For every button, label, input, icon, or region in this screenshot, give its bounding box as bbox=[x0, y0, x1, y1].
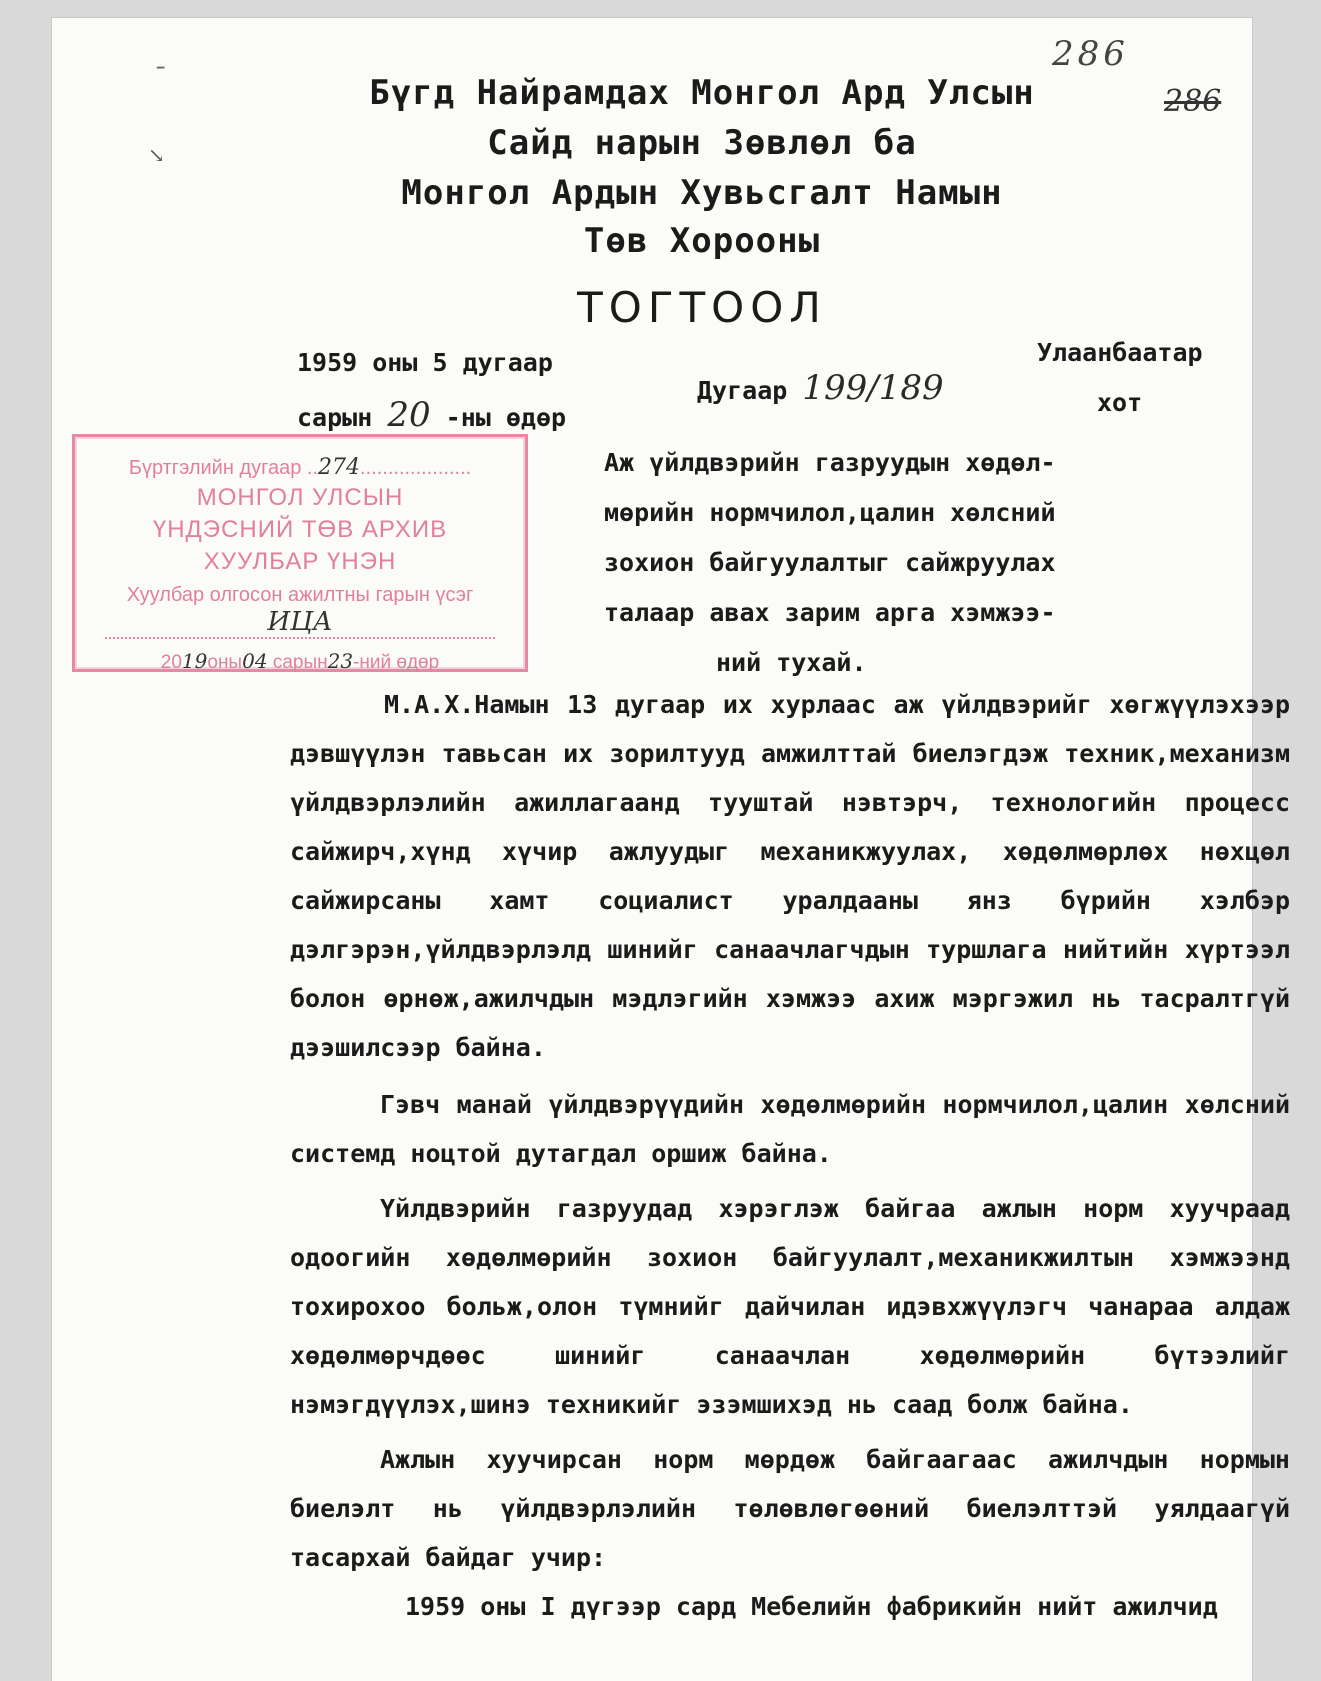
document-title: ТОГТООЛ bbox=[577, 283, 827, 332]
header-line-1: Бүгд Найрамдах Монгол Ард Улсын bbox=[369, 73, 1035, 113]
stamp-signer-hint: Хуулбар олгосон ажилтны гарын үсэг bbox=[126, 584, 474, 606]
stamp-signature: ИЦА bbox=[267, 607, 333, 637]
body-paragraph-5: 1959 оны I дүгээр сард Мебелийн фабрикийн нийт ажилчид bbox=[405, 1592, 1218, 1621]
header-line-4: Төв Хорооны bbox=[583, 221, 821, 261]
stamp-date-mid: оны bbox=[207, 652, 243, 673]
city-line-1: Улаанбаатар bbox=[1037, 338, 1203, 367]
stamp-date-month: 04 bbox=[242, 649, 268, 673]
handwritten-day: 20 bbox=[387, 395, 431, 435]
stamp-date-end: -ний өдөр bbox=[353, 652, 440, 673]
subject-line-3: зохион байгуулалтыг сайжруулах bbox=[604, 548, 1056, 577]
stamp-date-day: 23 bbox=[327, 649, 354, 673]
subject-line-4: талаар авах зарим арга хэмжээ- bbox=[604, 598, 1056, 627]
date-prefix: сарын bbox=[297, 403, 373, 432]
date-line-1: 1959 оны 5 дугаар bbox=[297, 348, 553, 377]
stamp-date-mid2: сарын bbox=[272, 652, 328, 673]
body-paragraph-4: Ажлын хуучирсан норм мөрдөж байгаагаас ажилчдын нормын биелэлт нь үйлдвэрлэлийн төлөвлөгөөний биелэлттэй уялдаагүй тасархай байдаг учир: bbox=[290, 1445, 1290, 1572]
stamp-reg-value: 274 bbox=[318, 455, 361, 480]
stamp-line-2: ҮНДЭСНИЙ ТӨВ АРХИВ bbox=[152, 516, 448, 543]
stamp-dotted-line bbox=[105, 637, 495, 639]
handwritten-page-number: 286 bbox=[1052, 34, 1129, 74]
header-line-3: Монгол Ардын Хувьсгалт Намын bbox=[401, 173, 1003, 213]
stamp-line-1: МОНГОЛ УЛСЫН bbox=[196, 484, 404, 511]
stamp-line-3: ХУУЛБАР ҮНЭН bbox=[203, 548, 397, 575]
subject-line-5: ний тухай. bbox=[716, 648, 867, 677]
subject-line-2: мөрийн нормчилол,цалин хөлсний bbox=[604, 498, 1056, 527]
resolution-body bbox=[290, 680, 1290, 1631]
body-paragraph-3: Үйлдвэрийн газруудад хэрэглэж байгаа ажлын норм хуучраад одоогийн хөдөлмөрийн зохион байгуулалт,механикжилтын хэмжээнд тохирохоо больж,олон түмнийг дайчилан идэвхжүүлэгч чанараа алдаж хөдөлмөрчдөөс шинийг санаачлан хөдөлмөрийн бүтээлийг нэмэгдүүлэх,шинэ техникийг эзэмшихэд нь саад болж байна. bbox=[290, 1194, 1290, 1419]
city-line-2: хот bbox=[1097, 388, 1143, 417]
archive-stamp bbox=[72, 434, 528, 672]
stamp-date-year: 19 bbox=[181, 649, 208, 673]
stamp-reg-label: Бүртгэлийн дугаар bbox=[128, 457, 302, 479]
stamp-date-pre: 20 bbox=[160, 652, 182, 673]
margin-mark: ¯ bbox=[152, 63, 165, 93]
body-paragraph-2: Гэвч манай үйлдвэрүүдийн хөдөлмөрийн нормчилол,цалин хөлсний системд ноцтой дутагдал оршиж байна. bbox=[290, 1090, 1290, 1168]
date-line-2 bbox=[297, 395, 566, 435]
number-label: Дугаар bbox=[697, 376, 788, 405]
header-line-2: Сайд нарын Зөвлөл ба bbox=[487, 123, 917, 163]
stamp-registration: Бүртгэлийн дугаар ..274.................... bbox=[128, 455, 472, 480]
margin-mark-2: ↘ bbox=[148, 143, 165, 167]
body-paragraph-1: М.А.Х.Намын 13 дугаар их хурлаас аж үйлдвэрийг хөгжүүлэхээр дэвшүүлэн тавьсан их зорилтууд амжилттай биелэгдэж техник,механизм үйлдвэрлэлийн ажиллагаанд тууштай нэвтэрч, технологийн процесс сайжирч,хүнд хүчир ажлуудыг механикжуулах, хөдөлмөрлөх нөхцөл сайжирсаны хамт социалист уралдааны янз бүрийн хэлбэр дэлгэрэн,үйлдвэрлэлд шинийг санаачлагчдын туршлага нийтийн хүртээл болон өрнөж,ажилчдын мэдлэгийн хэмжээ ахиж мэргэжил нь тасралтгүй дээшилсээр байна. bbox=[290, 690, 1290, 1062]
handwritten-number: 199/189 bbox=[802, 368, 944, 408]
date-suffix: -ны өдөр bbox=[445, 403, 567, 432]
stamp-date bbox=[75, 649, 525, 674]
handwritten-crossed-number: 286 bbox=[1164, 84, 1222, 119]
resolution-subject bbox=[604, 438, 1124, 688]
document-page bbox=[52, 18, 1290, 1681]
subject-line-1: Аж үйлдвэрийн газруудын хөдөл- bbox=[604, 448, 1056, 477]
document-number bbox=[697, 368, 944, 408]
